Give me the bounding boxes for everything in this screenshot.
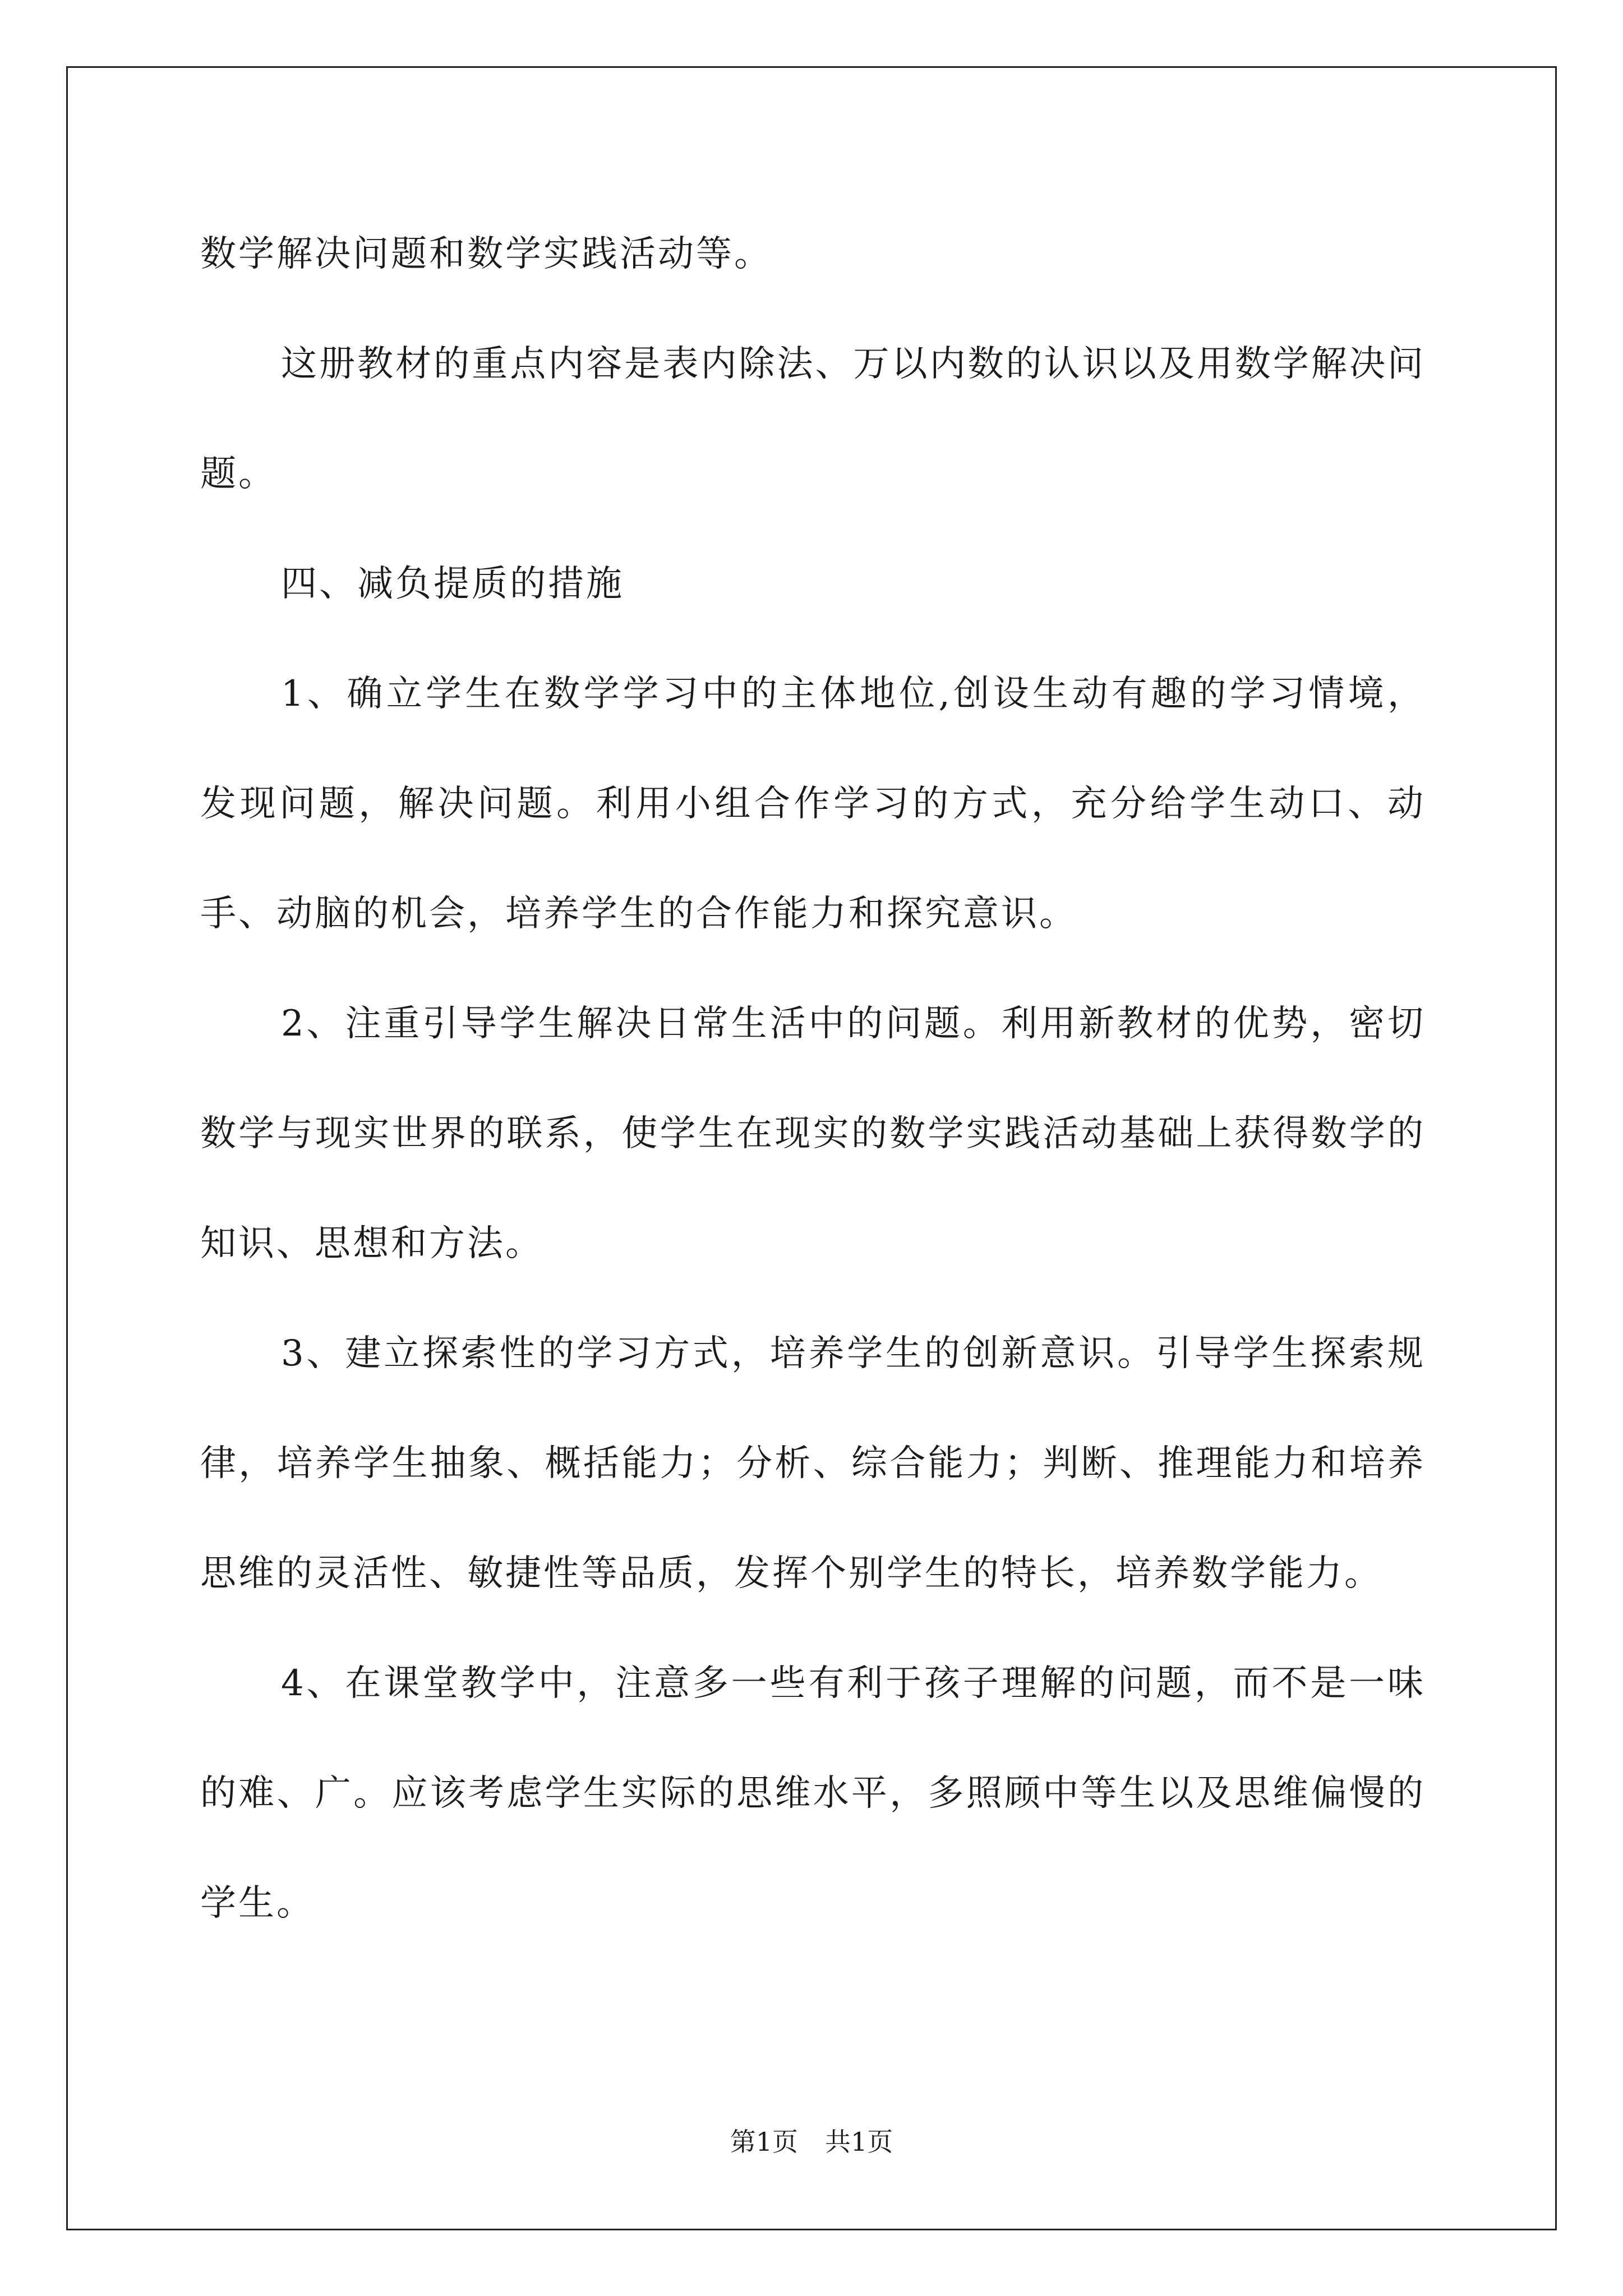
page-footer bbox=[0, 2125, 1623, 2159]
paragraph-measure-3: 3、建立探索性的学习方式，培养学生的创新意识。引导学生探索规律，培养学生抽象、概括能力；分析、综合能力；判断、推理能力和培养思维的灵活性、敏捷性等品质，发挥个别学生的特长，培养数学能力。 bbox=[200, 1333, 1426, 1594]
paragraph-measure-2: 2、注重引导学生解决日常生活中的问题。利用新教材的优势，密切数学与现实世界的联系，使学生在现实的数学实践活动基础上获得数学的知识、思想和方法。 bbox=[200, 1003, 1426, 1264]
page-number: 第1页 bbox=[730, 2127, 798, 2157]
paragraph-measure-4: 4、在课堂教学中，注意多一些有利于孩子理解的问题，而不是一味的难、广。应该考虑学生实际的思维水平，多照顾中等生以及思维偏慢的学生。 bbox=[200, 1663, 1426, 1924]
section-heading: 四、减负提质的措施 bbox=[281, 563, 624, 605]
document-body bbox=[200, 199, 1426, 1958]
paragraph-measure-1: 1、确立学生在数学学习中的主体地位,创设生动有趣的学习情境，发现问题，解决问题。利用小组合作学习的方式，充分给学生动口、动手、动脑的机会，培养学生的合作能力和探究意识。 bbox=[200, 673, 1426, 935]
paragraph-1: 数学解决问题和数学实践活动等。 bbox=[200, 233, 772, 275]
paragraph-2: 这册教材的重点内容是表内除法、万以内数的认识以及用数学解决问题。 bbox=[200, 343, 1426, 495]
page-total: 共1页 bbox=[825, 2127, 893, 2157]
